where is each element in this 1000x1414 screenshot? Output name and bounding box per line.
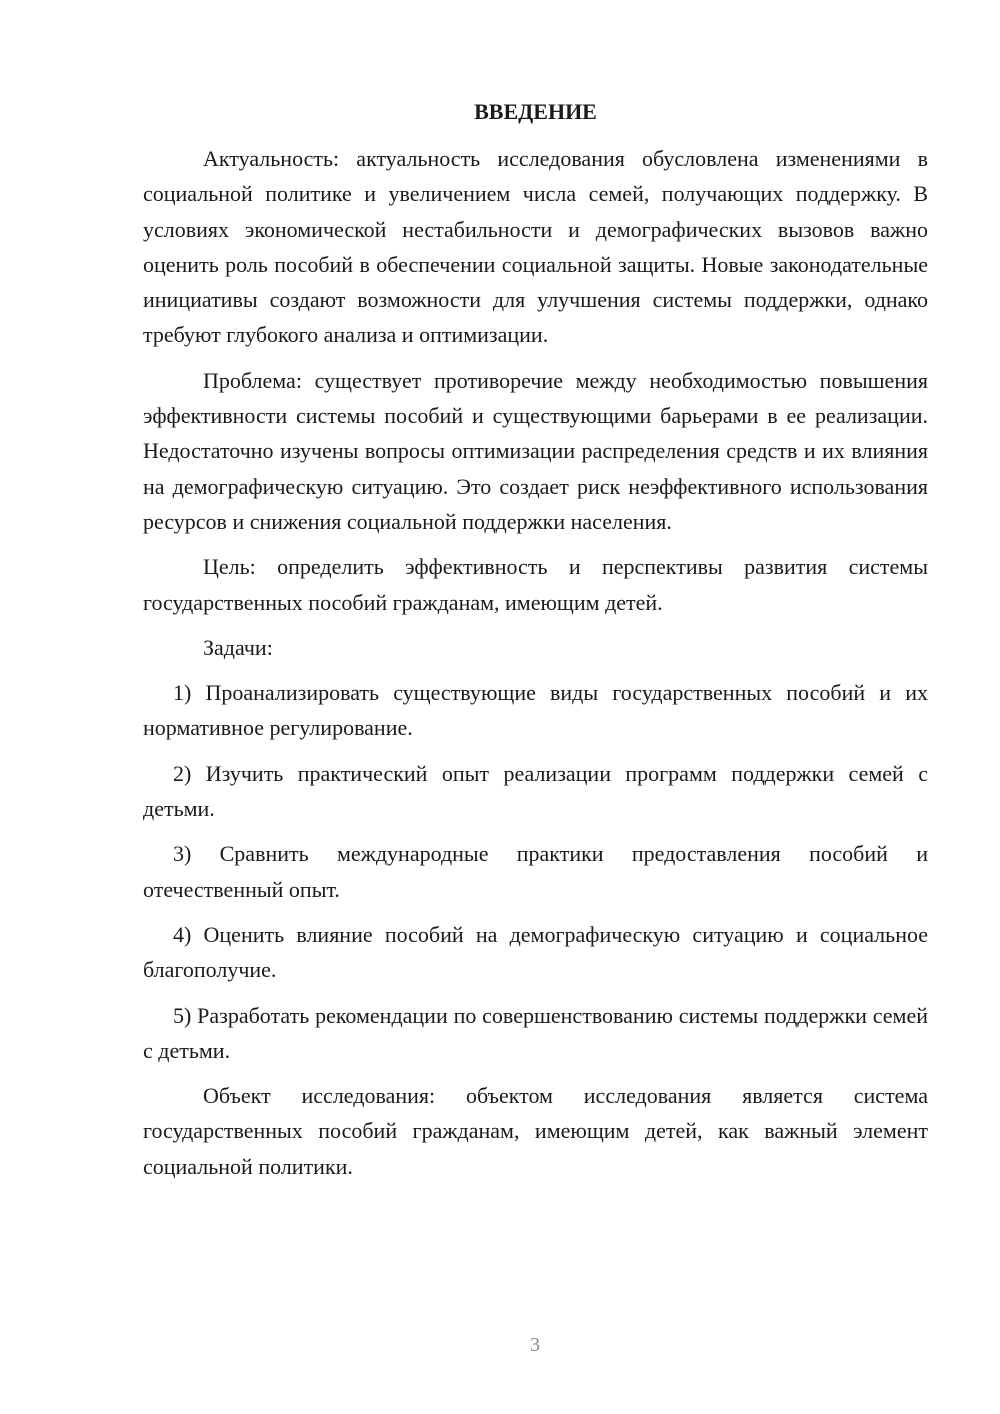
problem-paragraph: Проблема: существует противоречие между необходимостью повышения эффективности системы пособий и существующими барьерами в ее реализации. Недостаточно изучены вопросы оптимизации распределения средств и их влияния на демографическую ситуацию. Это создает риск неэффективного использования ресурсов и снижения социальной поддержки населения. <box>143 367 928 534</box>
page-number: 3 <box>530 1334 540 1356</box>
relevance-paragraph: Актуальность: актуальность исследования обусловлена изменениями в социальной политике и увеличением числа семей, получающих поддержку. В условиях экономической нестабильности и демографических вызовов важно оценить роль пособий в обеспечении социальной защиты. Новые законодательные инициативы создают возможности для улучшения системы поддержки, однако требуют глубокого анализа и оптимизации. <box>143 146 928 348</box>
task-item-5: 5) Разработать рекомендации по совершенствованию системы поддержки семей с детьми. <box>143 1002 928 1063</box>
section-heading: ВВЕДЕНИЕ <box>474 99 597 124</box>
task-item-3: 3) Сравнить международные практики предоставления пособий и отечественный опыт. <box>143 841 928 902</box>
tasks-label: Задачи: <box>203 634 273 660</box>
task-item-2: 2) Изучить практический опыт реализации программ поддержки семей с детьми. <box>143 760 928 822</box>
goal-paragraph: Цель: определить эффективность и перспективы развития системы государственных пособий гражданам, имеющим детей. <box>143 554 928 615</box>
page-body <box>143 94 928 1194</box>
task-item-1: 1) Проанализировать существующие виды государственных пособий и их нормативное регулирование. <box>143 680 928 741</box>
task-item-4: 4) Оценить влияние пособий на демографическую ситуацию и социальное благополучие. <box>143 921 928 983</box>
object-paragraph: Объект исследования: объектом исследования является система государственных пособий гражданам, имеющим детей, как важный элемент социальной политики. <box>143 1083 928 1179</box>
